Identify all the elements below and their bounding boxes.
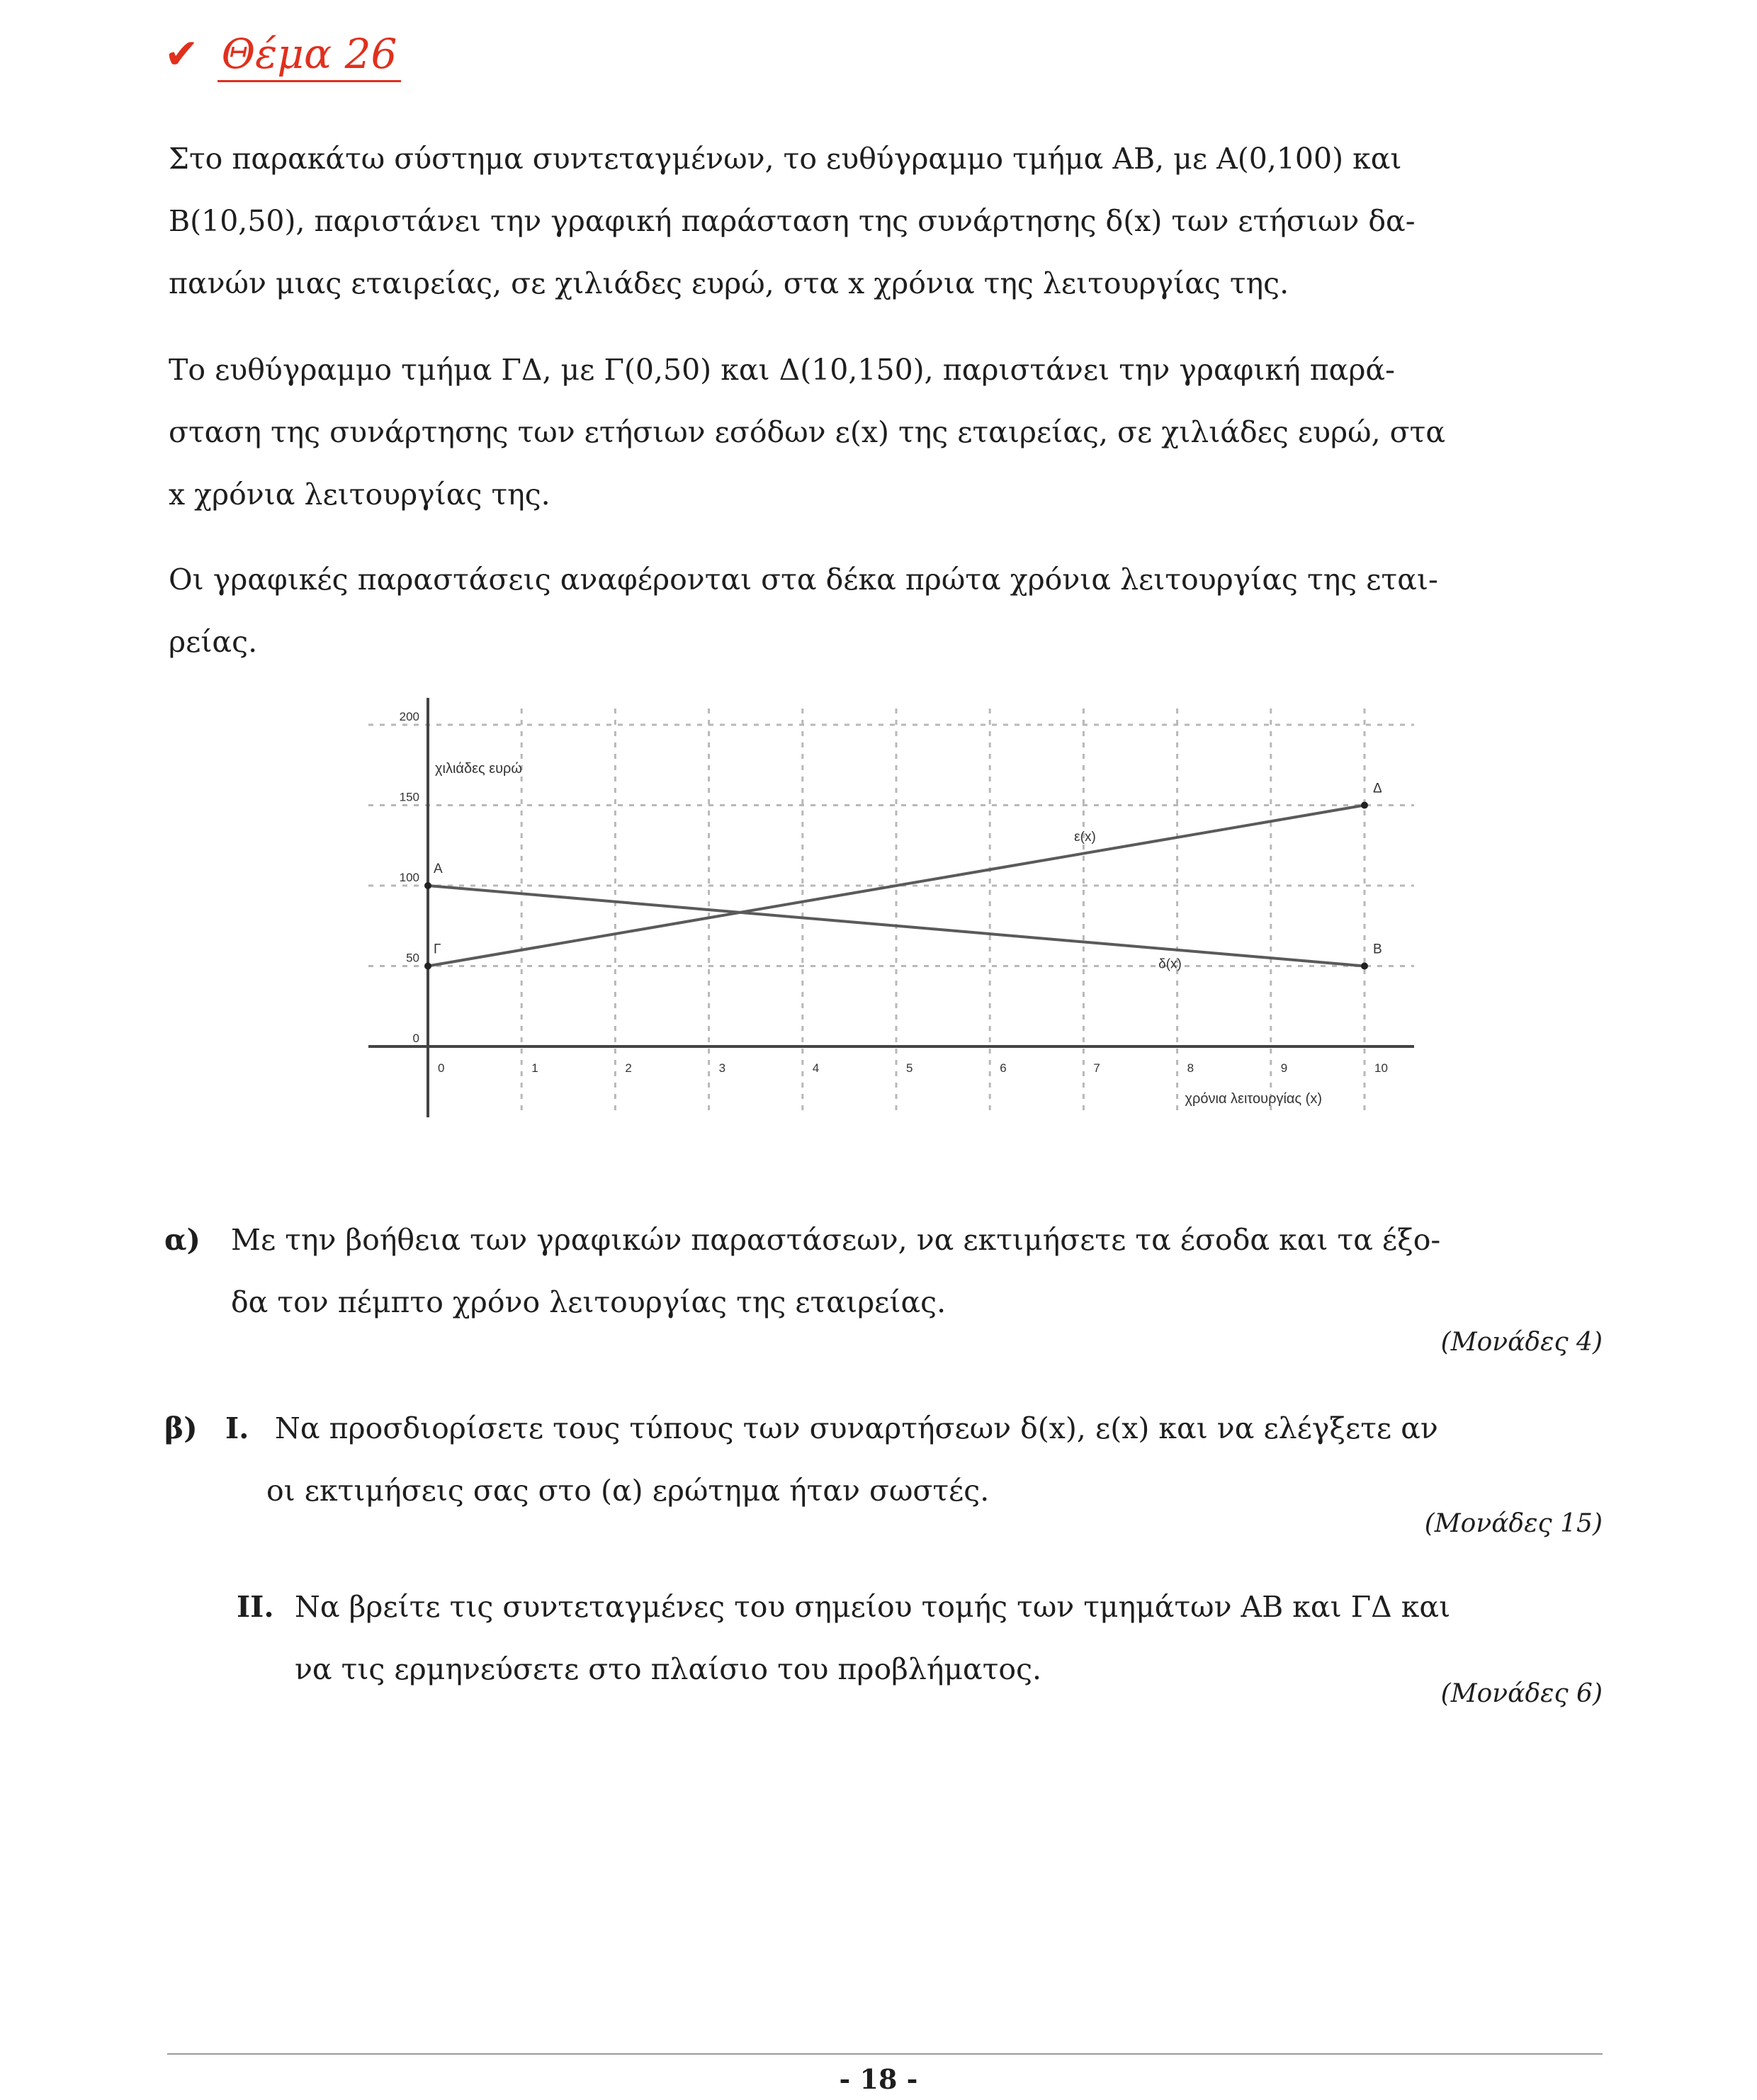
paragraph-segment-gd [169, 339, 1586, 526]
x-tick-label: 1 [531, 1061, 538, 1075]
chart-svg [354, 698, 1417, 1123]
x-tick-label: 6 [1000, 1061, 1007, 1075]
series-name-label: δ(x) [1158, 956, 1182, 972]
question-a-text [231, 1209, 1577, 1333]
text-line: σταση της συνάρτησης των ετήσιων εσόδων ε(x) της εταιρείας, σε χιλιάδες ευρώ, στα [169, 415, 1446, 449]
data-point [424, 882, 431, 889]
data-point [1361, 963, 1368, 970]
question-b-ii-marks: (Μονάδες 6) [1440, 1679, 1603, 1708]
exercise-title-text: Θέμα 26 [217, 32, 402, 82]
x-tick-label: 5 [906, 1061, 913, 1075]
x-tick-label: 0 [438, 1061, 445, 1075]
text-line: να τις ερμηνεύσετε στο πλαίσιο του προβλήματος. [295, 1652, 1042, 1686]
text-line: Να βρείτε τις συντεταγμένες του σημείου τομής των τμημάτων ΑΒ και ΓΔ και [295, 1590, 1451, 1624]
question-a-label: α) [164, 1223, 200, 1257]
x-tick-label: 8 [1187, 1061, 1194, 1075]
text-line: Οι γραφικές παραστάσεις αναφέρονται στα δέκα πρώτα χρόνια λειτουργίας της εται- [169, 563, 1438, 597]
text-line: Το ευθύγραμμο τμήμα ΓΔ, με Γ(0,50) και Δ(10,150), παριστάνει την γραφική παρά- [169, 353, 1395, 387]
text-line: οι εκτιμήσεις σας στο (α) ερώτημα ήταν σωστές. [266, 1474, 990, 1508]
checkmark-icon: ✔ [164, 30, 199, 78]
x-tick-label: 9 [1280, 1061, 1288, 1075]
x-tick-label: 7 [1093, 1061, 1100, 1075]
data-point [424, 963, 431, 970]
text-line: πανών μιας εταιρείας, σε χιλιάδες ευρώ, στα x χρόνια της λειτουργίας της. [169, 266, 1289, 300]
point-label: Δ [1373, 781, 1382, 796]
x-tick-label: 3 [718, 1061, 726, 1075]
coordinate-chart [354, 698, 1417, 1123]
footer-divider [167, 2053, 1603, 2055]
point-label: Α [434, 862, 443, 876]
question-b-i-marks: (Μονάδες 15) [1424, 1509, 1603, 1538]
text-line: Να προσδιορίσετε τους τύπους των συναρτήσεων δ(x), ε(x) και να ελέγξετε αν [275, 1411, 1438, 1445]
series-line-delta [428, 886, 1365, 966]
x-axis-label: χρόνια λειτουργίας (x) [1185, 1091, 1322, 1107]
series-line-epsilon [428, 806, 1365, 966]
question-b-ii-label: ΙΙ. [237, 1590, 274, 1624]
y-tick-label: 200 [399, 710, 419, 723]
text-line: δα τον πέμπτο χρόνο λειτουργίας της εταιρείας. [231, 1285, 947, 1319]
question-b-ii-text [295, 1576, 1584, 1700]
y-tick-label: 50 [406, 951, 419, 965]
y-tick-label: 0 [412, 1032, 419, 1045]
text-line: x χρόνια λειτουργίας της. [169, 478, 550, 512]
y-tick-label: 100 [399, 871, 419, 884]
question-b-i-label: Ι. [225, 1411, 249, 1445]
question-b-i-text [266, 1397, 1586, 1522]
point-label: Β [1373, 942, 1382, 957]
x-tick-label: 2 [625, 1061, 632, 1075]
x-tick-label: 10 [1374, 1061, 1388, 1075]
text-line: Β(10,50), παριστάνει την γραφική παράσταση της συνάρτησης δ(x) των ετήσιων δα- [169, 204, 1416, 238]
page-number: - 18 - [839, 2063, 918, 2095]
y-axis-label: χιλιάδες ευρώ [435, 761, 523, 777]
question-b-label: β) [164, 1411, 198, 1445]
exercise-title [164, 30, 401, 82]
text-line: ρείας. [169, 625, 258, 659]
series-name-label: ε(x) [1074, 829, 1096, 845]
question-a-marks: (Μονάδες 4) [1440, 1328, 1603, 1357]
paragraph-segment-ab [169, 128, 1586, 315]
y-tick-label: 150 [399, 790, 419, 804]
point-label: Γ [434, 942, 441, 957]
x-tick-label: 4 [812, 1061, 820, 1075]
text-line: Με την βοήθεια των γραφικών παραστάσεων, να εκτιμήσετε τα έσοδα και τα έξο- [231, 1223, 1441, 1257]
data-point [1361, 802, 1368, 809]
paragraph-scope [169, 548, 1586, 673]
text-line: Στο παρακάτω σύστημα συντεταγμένων, το ευθύγραμμο τμήμα ΑΒ, με Α(0,100) και [169, 142, 1402, 176]
